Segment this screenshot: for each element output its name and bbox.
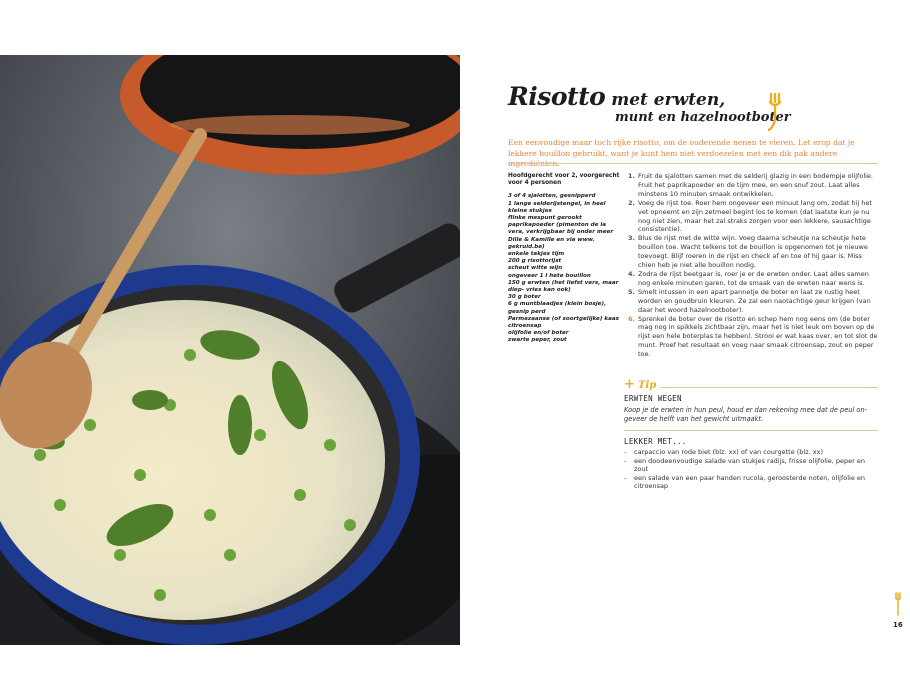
step-text: Smelt intussen in een apart pannetje de boter en laat ze rustig heet worden en goudbruin kleuren. Ze zal een naotachtige geur krijgen (van daar het woord hazelnootboter). [638, 287, 871, 314]
tip-bottom-divider [624, 430, 878, 431]
recipe-intro: Een eenvoudige maar toch rijke risotto, om de ouderende nenen te vieren. Let erop dat je lekkere bouillon gebruikt, want je kunt hem niet verdoezelen met een dik pak andere [508, 138, 855, 158]
serve-with-item: - een salade van een paar handen rucola, geroosterde noten, olijfolie en citroensap [624, 474, 878, 491]
ingredient-item: enkele takjes tijm [508, 251, 565, 258]
ingredient-item: ongeveer 1 l hete bouillon [508, 272, 591, 279]
ingredient-item: olijfolie en/of boter [508, 330, 569, 337]
fork-icon [767, 92, 783, 132]
tip-text: Koop je de erwten in hun peul, houd er dan rekening mee dat de peul on- geveer de helft van het gewicht uitmaakt. [624, 406, 867, 423]
step-item [628, 172, 878, 199]
step-number: 3. [628, 234, 635, 243]
fork-icon [894, 592, 902, 616]
title-main: Risotto [508, 82, 606, 111]
step-text: Fruit de sjalotten samen met de selderij glazig in een bodempje olijfolie. Fruit het paprikapoeder en de tijm mee, en een snuf zout. Laat alles minstens 10 minuten smaak ontwikkelen. [638, 172, 873, 198]
title-rest: met erwten, [605, 90, 726, 110]
serve-with-item: - een doodeenvoudige salade van stukjes radijs, frisse olijfolie, peper en zout [624, 457, 878, 474]
page-number: 16 [893, 621, 903, 629]
recipe-title [508, 82, 808, 125]
step-number: 1. [628, 172, 635, 180]
step-item [628, 315, 878, 360]
step-number: 6. [628, 314, 635, 323]
ingredient-item: 150 g erwten (het liefst vers, maar diep- vries kan ook) [508, 279, 619, 294]
ingredient-item: Parmezaanse (of soortgelijke) kaas [508, 315, 619, 322]
step-text: Zodra de rijst beetgaar is, roer je er de erwten onder. Laat alles samen nog enkele minuten garen, tot de smaak van de erwten naar wens is. [638, 269, 869, 287]
ingredient-item: scheut witte wijn [508, 265, 563, 272]
step-number: 4. [628, 269, 635, 278]
step-item [628, 234, 878, 270]
tip-label: Tip [638, 380, 657, 391]
ingredient-item: 1 lange selderijstengel, in heel kleine stukjes [508, 200, 606, 214]
step-text: Blus de rijst met de witte wijn. Voeg daarna scheutje na scheutje hete bouillon toe. Wacht telkens tot de bouillon is opgenomen tot je nieuwe toevoegt. Blijf roeren in de rijst en check af en toe of hij gaar is. Miss chien heb je niet alle bouillon nodig. [638, 234, 868, 270]
serve-with-item: - carpaccio van rode biet (blz. xx) of van courgette (blz. xx) [624, 448, 878, 457]
title-line2: munt en hazelnootboter [615, 110, 791, 125]
ingredient-item: zwarte peper, zout [508, 337, 567, 344]
serve-with-title: LEKKER MET... [624, 437, 687, 446]
ingredient-item: 200 g risottorijst [508, 258, 562, 265]
preparation-steps [628, 172, 878, 359]
intro-divider [508, 163, 878, 164]
step-item [628, 288, 878, 315]
risotto-photo [0, 55, 460, 645]
step-text: Sprenkel de boter over de risotto en schep hem nog eens om (de boter mag nog in spikkels zichtbaar zijn, maar het is niet leuk om boven op de rijst een hele boterplas te hebben). Strooi er wat kaas over, en tot slot de munt. Proef het resultaat en voeg naar smaak citroensap, zout en peper toe. [638, 314, 878, 359]
ingredients-list [508, 173, 623, 345]
step-text: Voeg de rijst toe. Roer hem ongeveer een minuut lang om, zodat hij het vet opneemt en zijn zetmeel begint los te komen (dat laatste kun je nu nog niet zien, maar het zal straks zorgen voor een lekkere, sausachtige consistentie). [638, 198, 872, 234]
tip-subtitle: ERWTEN WEGEN [624, 394, 682, 403]
ingredients-header: Hoofdgerecht voor 2, voorgerecht voor 4 personen [508, 173, 620, 187]
tip-divider [660, 387, 878, 388]
ingredient-item: 6 g muntblaadjes (klein bosje), gesnip perd [508, 301, 607, 315]
ingredient-item: 30 g boter [508, 294, 541, 301]
step-number: 2. [628, 198, 635, 207]
step-item [628, 199, 878, 235]
ingredient-item: flinke mespunt gerookt paprikapoeder (pimenton de la vera, verkrijgbaar bij onder meer Dille & Kamille en via www. gekruid.be) [508, 215, 614, 250]
step-number: 5. [628, 287, 635, 296]
ingredient-item: citroensap [508, 323, 542, 330]
serve-with-list [624, 448, 878, 491]
plus-icon: + [624, 377, 635, 392]
ingredient-item: 3 of 4 sjalotten, gesnipperd [508, 193, 596, 200]
step-item [628, 270, 878, 288]
risotto-pan-illustration [0, 55, 460, 645]
